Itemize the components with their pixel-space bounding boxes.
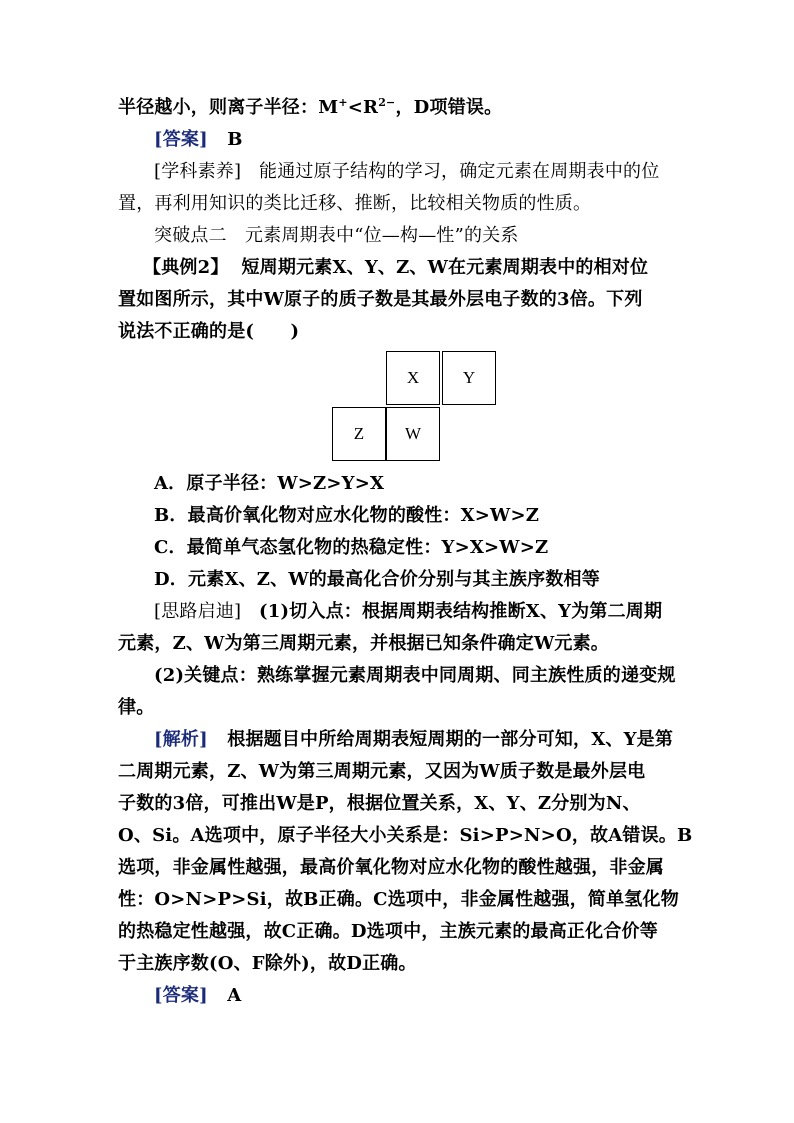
hint-line-4: 律。 [118, 697, 155, 718]
periodic-table-fragment [332, 351, 500, 462]
line1-mid: <R [347, 97, 379, 118]
answer-line-2 [154, 980, 680, 1012]
example-text-1: 短周期元素X、Y、Z、W在元素周期表中的相对位 [241, 257, 649, 278]
text-line-1 [118, 92, 680, 124]
analysis-text-1: 根据题目中所给周期表短周期的一部分可知，X、Y是第 [227, 729, 674, 750]
answer-value-2: A [227, 985, 242, 1006]
literacy-line-1 [154, 156, 680, 188]
example-line-1 [143, 252, 680, 284]
option-c: C．最简单气态氢化物的热稳定性：Y>X>W>Z [154, 537, 549, 558]
answer-tag-2: [答案] [154, 985, 208, 1006]
example-tag: 【典例2】 [143, 257, 229, 278]
hint-tag: [思路启迪] [154, 601, 242, 622]
analysis-line-8: 于主族序数(O、F除外)，故D正确。 [118, 953, 417, 974]
analysis-line-2: 二周期元素，Z、W为第三周期元素，又因为W质子数是最外层电 [118, 761, 646, 782]
analysis-line-4: O、Si。A选项中，原子半径大小关系是：Si>P>N>O，故A错误。B [118, 825, 693, 846]
cell-w: W [386, 407, 440, 461]
line1-prefix: 半径越小，则离子半径：M [118, 97, 339, 118]
cell-y: Y [442, 351, 496, 405]
superscript-2minus: 2− [378, 96, 396, 109]
answer-tag: [答案] [154, 129, 208, 150]
literacy-text-1: 能通过原子结构的学习，确定元素在周期表中的位 [259, 161, 660, 182]
line1-suffix: ，D项错误。 [395, 97, 503, 118]
hint-line-3: (2)关键点：熟练掌握元素周期表中同周期、同主族性质的递变规 [154, 665, 676, 686]
analysis-line-5: 选项，非金属性越强，最高价氧化物对应水化物的酸性越强，非金属 [118, 857, 664, 878]
example-line-3: 说法不正确的是( ) [118, 321, 300, 342]
analysis-line-1 [154, 724, 680, 756]
analysis-line-6: 性：O>N>P>Si，故B正确。C选项中，非金属性越强，简单氢化物 [118, 889, 679, 910]
answer-line-1 [154, 124, 680, 156]
cell-z: Z [332, 407, 386, 461]
literacy-tag: [学科素养] [154, 161, 242, 182]
cell-x: X [386, 351, 440, 405]
analysis-line-3: 子数的3倍，可推出W是P，根据位置关系，X、Y、Z分别为N、 [118, 793, 641, 814]
analysis-tag: [解析] [154, 729, 208, 750]
option-b: B．最高价氧化物对应水化物的酸性：X>W>Z [154, 505, 540, 526]
option-a: A．原子半径：W>Z>Y>X [154, 473, 385, 494]
hint-text-1: (1)切入点：根据周期表结构推断X、Y为第二周期 [259, 601, 663, 622]
hint-line-1 [154, 596, 680, 628]
answer-value: B [227, 129, 243, 150]
analysis-line-7: 的热稳定性越强，故C正确。D选项中，主族元素的最高正化合价等 [118, 921, 658, 942]
superscript-plus: + [338, 96, 348, 109]
literacy-line-2: 置，再利用知识的类比迁移、推断，比较相关物质的性质。 [118, 193, 592, 214]
section-heading: 突破点二 元素周期表中“位—构—性”的关系 [154, 225, 519, 246]
hint-line-2: 元素，Z、W为第三周期元素，并根据已知条件确定W元素。 [118, 633, 609, 654]
example-line-2: 置如图所示，其中W原子的质子数是其最外层电子数的3倍。下列 [118, 289, 643, 310]
option-d: D．元素X、Z、W的最高化合价分别与其主族序数相等 [154, 569, 600, 590]
